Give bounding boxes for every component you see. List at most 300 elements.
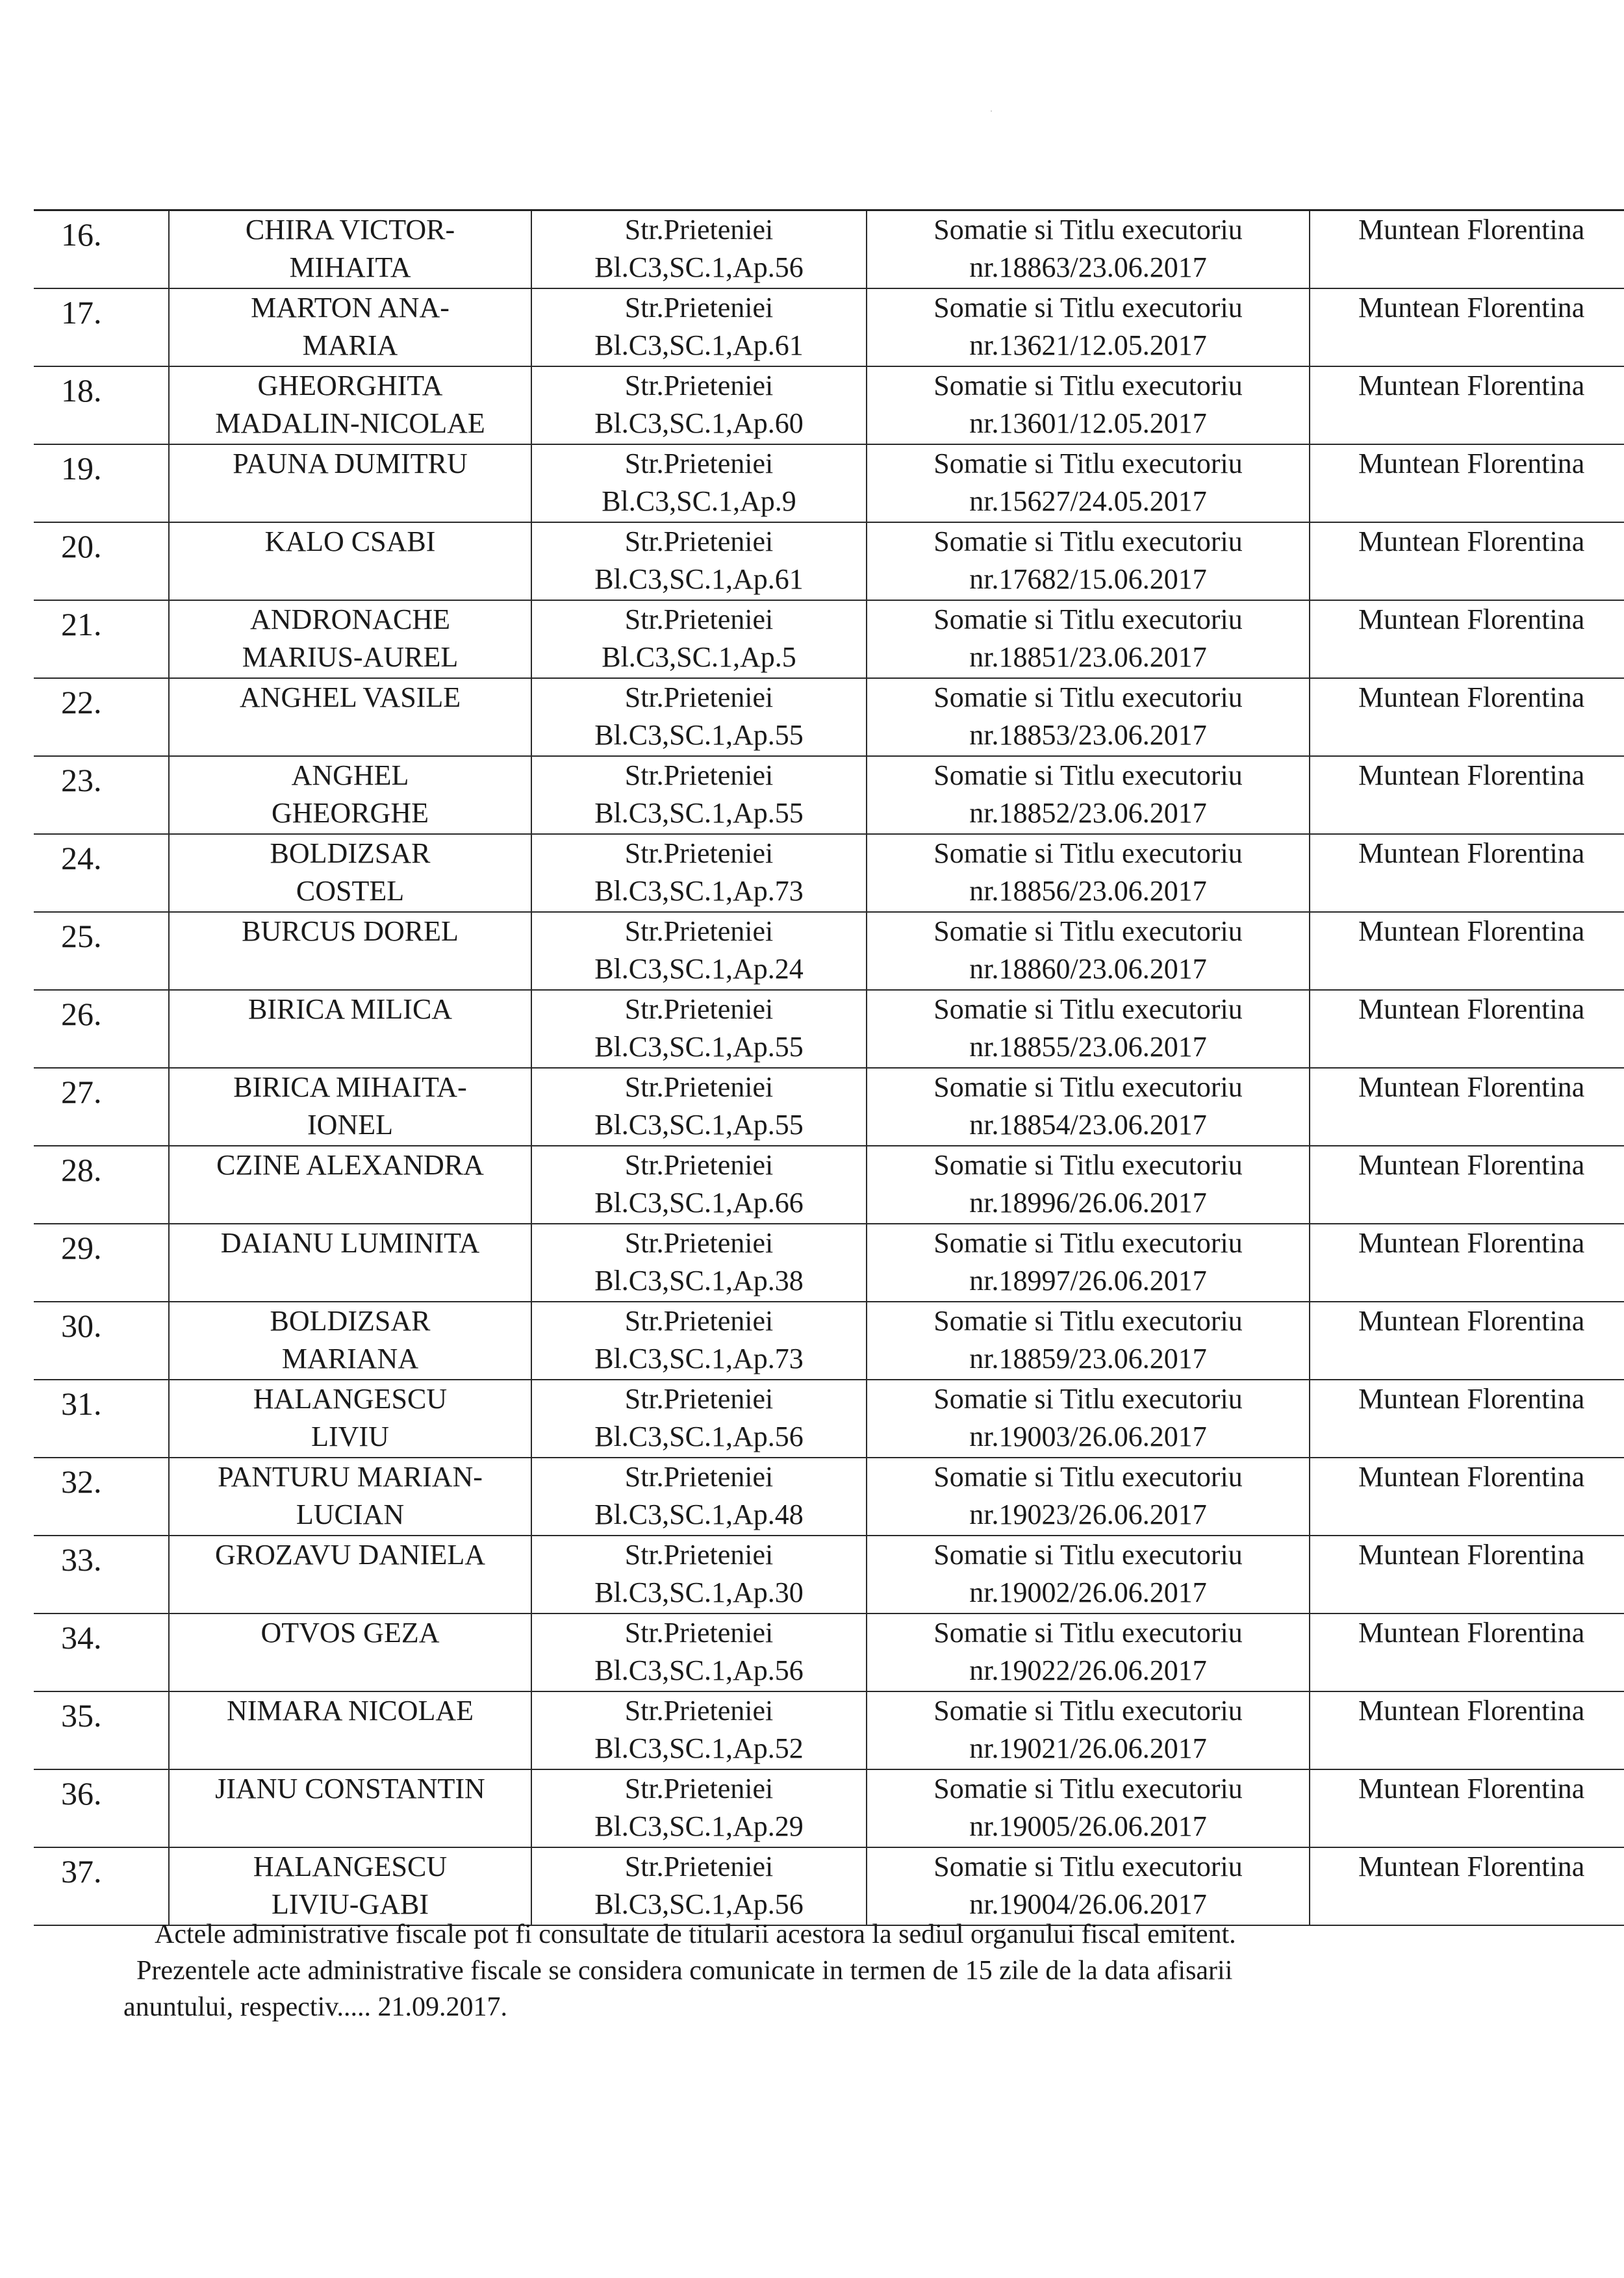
debtor-name-line: LIVIU-GABI [272,1888,429,1920]
address-street: Str.Prieteniei [624,448,774,479]
row-number-cell [34,210,169,289]
address-cell [531,366,867,444]
act-number: nr.19005/26.06.2017 [969,1810,1207,1842]
agent-cell [1310,1847,1624,1925]
address-street: Str.Prieteniei [624,759,774,791]
act-number: nr.19002/26.06.2017 [969,1576,1207,1608]
act-cell [867,756,1310,834]
act-cell [867,444,1310,522]
agent-name: Muntean Florentina [1358,1227,1585,1259]
address-street: Str.Prieteniei [624,292,774,323]
notice-table [34,209,1624,1926]
agent-cell [1310,1224,1624,1302]
act-cell [867,1847,1310,1925]
debtor-name-cell [169,522,531,600]
agent-name: Muntean Florentina [1358,1071,1585,1103]
row-number-cell [34,522,169,600]
debtor-name-line: HALANGESCU [253,1851,448,1882]
debtor-name-line: MARIUS-AUREL [242,641,459,673]
address-cell [531,834,867,912]
act-type: Somatie si Titlu executoriu [933,1617,1243,1649]
row-number: 28. [61,1152,102,1188]
table-row [34,990,1624,1068]
agent-cell [1310,210,1624,289]
debtor-name-cell [169,1769,531,1847]
address-cell [531,288,867,366]
agent-cell [1310,1536,1624,1614]
act-type: Somatie si Titlu executoriu [933,1539,1243,1571]
debtor-name-line: OTVOS GEZA [260,1617,440,1649]
address-street: Str.Prieteniei [624,214,774,246]
footer-line-date: anuntului, respectiv..... 21.09.2017. [123,1992,508,2022]
table-row [34,1380,1624,1458]
debtor-name-line: LIVIU [311,1421,389,1452]
address-cell [531,756,867,834]
row-number-cell [34,756,169,834]
table-row [34,1146,1624,1224]
row-number: 32. [61,1463,102,1500]
row-number-cell [34,1691,169,1769]
debtor-name-line: BIRICA MIHAITA- [233,1071,467,1103]
act-number: nr.13601/12.05.2017 [969,407,1207,439]
address-cell [531,1302,867,1380]
act-number: nr.18863/23.06.2017 [969,251,1207,283]
act-type: Somatie si Titlu executoriu [933,681,1243,713]
act-type: Somatie si Titlu executoriu [933,1305,1243,1337]
debtor-name-cell [169,1536,531,1614]
table-row [34,678,1624,756]
act-cell [867,990,1310,1068]
row-number-cell [34,678,169,756]
address-cell [531,522,867,600]
address-street: Str.Prieteniei [624,1773,774,1804]
act-type: Somatie si Titlu executoriu [933,1383,1243,1415]
agent-name: Muntean Florentina [1358,214,1585,246]
debtor-name-line: BIRICA MILICA [247,993,453,1025]
address-cell [531,1847,867,1925]
agent-cell [1310,1691,1624,1769]
row-number: 37. [61,1853,102,1890]
address-cell [531,990,867,1068]
address-cell [531,1146,867,1224]
agent-name: Muntean Florentina [1358,1695,1585,1727]
act-type: Somatie si Titlu executoriu [933,1773,1243,1804]
address-street: Str.Prieteniei [624,1539,774,1571]
debtor-name-cell [169,756,531,834]
row-number-cell [34,1847,169,1925]
address-street: Str.Prieteniei [624,837,774,869]
address-block: Bl.C3,SC.1,Ap.56 [594,1421,804,1452]
table-row [34,834,1624,912]
act-number: nr.18851/23.06.2017 [969,641,1207,673]
act-type: Somatie si Titlu executoriu [933,370,1243,401]
address-block: Bl.C3,SC.1,Ap.55 [594,719,804,751]
debtor-name-line: MADALIN-NICOLAE [215,407,485,439]
act-type: Somatie si Titlu executoriu [933,525,1243,557]
row-number: 17. [61,294,102,331]
address-street: Str.Prieteniei [624,1851,774,1882]
act-cell [867,678,1310,756]
scan-speck [991,110,992,112]
agent-cell [1310,600,1624,678]
address-cell [531,210,867,289]
act-cell [867,1458,1310,1536]
address-street: Str.Prieteniei [624,915,774,947]
table-row [34,1847,1624,1925]
address-street: Str.Prieteniei [624,1071,774,1103]
address-block: Bl.C3,SC.1,Ap.56 [594,1654,804,1686]
table-row [34,1302,1624,1380]
debtor-name-cell [169,1458,531,1536]
act-cell [867,1224,1310,1302]
address-block: Bl.C3,SC.1,Ap.30 [594,1576,804,1608]
address-cell [531,1769,867,1847]
agent-cell [1310,288,1624,366]
row-number-cell [34,1380,169,1458]
address-street: Str.Prieteniei [624,1227,774,1259]
agent-cell [1310,1769,1624,1847]
address-cell [531,1614,867,1691]
debtor-name-line: CHIRA VICTOR- [245,214,455,246]
address-block: Bl.C3,SC.1,Ap.38 [594,1265,804,1297]
agent-name: Muntean Florentina [1358,1617,1585,1649]
row-number: 19. [61,450,102,487]
row-number-cell [34,834,169,912]
row-number: 21. [61,606,102,642]
address-block: Bl.C3,SC.1,Ap.55 [594,1109,804,1141]
debtor-name-line: BOLDIZSAR [270,837,431,869]
act-cell [867,1302,1310,1380]
act-number: nr.18856/23.06.2017 [969,875,1207,907]
row-number: 16. [61,216,102,253]
agent-name: Muntean Florentina [1358,1773,1585,1804]
row-number: 33. [61,1541,102,1578]
act-type: Somatie si Titlu executoriu [933,759,1243,791]
debtor-name-cell [169,1068,531,1146]
debtor-name-cell [169,210,531,289]
row-number: 30. [61,1308,102,1344]
row-number-cell [34,288,169,366]
debtor-name-line: JIANU CONSTANTIN [215,1773,485,1804]
notice-table-body [34,210,1624,1926]
debtor-name-cell [169,1614,531,1691]
row-number: 27. [61,1074,102,1110]
debtor-name-line: MIHAITA [289,251,411,283]
agent-cell [1310,912,1624,990]
debtor-name-line: LUCIAN [296,1499,405,1530]
agent-name: Muntean Florentina [1358,1461,1585,1493]
act-type: Somatie si Titlu executoriu [933,837,1243,869]
act-number: nr.18860/23.06.2017 [969,953,1207,985]
act-cell [867,1536,1310,1614]
debtor-name-cell [169,288,531,366]
address-street: Str.Prieteniei [624,1305,774,1337]
act-number: nr.18853/23.06.2017 [969,719,1207,751]
debtor-name-cell [169,990,531,1068]
address-block: Bl.C3,SC.1,Ap.73 [594,875,804,907]
table-row [34,288,1624,366]
address-block: Bl.C3,SC.1,Ap.55 [594,1031,804,1063]
agent-name: Muntean Florentina [1358,1383,1585,1415]
address-cell [531,444,867,522]
debtor-name-cell [169,366,531,444]
row-number-cell [34,444,169,522]
address-street: Str.Prieteniei [624,1149,774,1181]
agent-name: Muntean Florentina [1358,448,1585,479]
row-number-cell [34,912,169,990]
debtor-name-line: PANTURU MARIAN- [218,1461,483,1493]
debtor-name-line: NIMARA NICOLAE [226,1695,474,1727]
address-cell [531,600,867,678]
debtor-name-line: BOLDIZSAR [270,1305,431,1337]
debtor-name-cell [169,1224,531,1302]
act-number: nr.19022/26.06.2017 [969,1654,1207,1686]
address-street: Str.Prieteniei [624,370,774,401]
agent-name: Muntean Florentina [1358,759,1585,791]
act-type: Somatie si Titlu executoriu [933,448,1243,479]
address-block: Bl.C3,SC.1,Ap.66 [594,1187,804,1219]
agent-cell [1310,366,1624,444]
row-number: 35. [61,1697,102,1734]
address-cell [531,1380,867,1458]
act-type: Somatie si Titlu executoriu [933,1071,1243,1103]
row-number-cell [34,1614,169,1691]
address-block: Bl.C3,SC.1,Ap.24 [594,953,804,985]
agent-name: Muntean Florentina [1358,1149,1585,1181]
debtor-name-line: MARIA [302,329,398,361]
debtor-name-line: HALANGESCU [253,1383,448,1415]
row-number: 31. [61,1386,102,1422]
address-block: Bl.C3,SC.1,Ap.73 [594,1343,804,1374]
debtor-name-cell [169,1302,531,1380]
act-type: Somatie si Titlu executoriu [933,993,1243,1025]
debtor-name-line: GHEORGHE [272,797,429,829]
row-number: 26. [61,996,102,1032]
agent-name: Muntean Florentina [1358,292,1585,323]
act-type: Somatie si Titlu executoriu [933,1695,1243,1727]
table-row [34,1536,1624,1614]
act-number: nr.18996/26.06.2017 [969,1187,1207,1219]
act-number: nr.13621/12.05.2017 [969,329,1207,361]
address-cell [531,1691,867,1769]
address-block: Bl.C3,SC.1,Ap.61 [594,563,804,595]
address-block: Bl.C3,SC.1,Ap.5 [602,641,796,673]
debtor-name-cell [169,1146,531,1224]
act-number: nr.18997/26.06.2017 [969,1265,1207,1297]
row-number-cell [34,1224,169,1302]
address-street: Str.Prieteniei [624,525,774,557]
address-block: Bl.C3,SC.1,Ap.56 [594,1888,804,1920]
debtor-name-line: ANDRONACHE [250,603,450,635]
address-block: Bl.C3,SC.1,Ap.56 [594,251,804,283]
address-cell [531,1224,867,1302]
table-row [34,1068,1624,1146]
debtor-name-line: ANGHEL VASILE [239,681,461,713]
table-row [34,522,1624,600]
row-number-cell [34,1769,169,1847]
act-type: Somatie si Titlu executoriu [933,214,1243,246]
address-street: Str.Prieteniei [624,993,774,1025]
debtor-name-line: ANGHEL [291,759,409,791]
act-cell [867,1146,1310,1224]
agent-cell [1310,1068,1624,1146]
agent-name: Muntean Florentina [1358,1539,1585,1571]
row-number-cell [34,1146,169,1224]
act-number: nr.19003/26.06.2017 [969,1421,1207,1452]
debtor-name-line: DAIANU LUMINITA [220,1227,480,1259]
act-cell [867,834,1310,912]
agent-name: Muntean Florentina [1358,1851,1585,1882]
row-number: 25. [61,918,102,954]
act-type: Somatie si Titlu executoriu [933,1149,1243,1181]
debtor-name-cell [169,444,531,522]
agent-cell [1310,1458,1624,1536]
act-number: nr.18854/23.06.2017 [969,1109,1207,1141]
address-cell [531,1536,867,1614]
act-number: nr.18855/23.06.2017 [969,1031,1207,1063]
table-row [34,1224,1624,1302]
row-number: 22. [61,684,102,720]
table-row [34,444,1624,522]
debtor-name-cell [169,1380,531,1458]
table-row [34,756,1624,834]
agent-cell [1310,834,1624,912]
debtor-name-line: KALO CSABI [264,525,436,557]
act-cell [867,1691,1310,1769]
act-cell [867,1068,1310,1146]
row-number-cell [34,1458,169,1536]
address-block: Bl.C3,SC.1,Ap.29 [594,1810,804,1842]
address-block: Bl.C3,SC.1,Ap.61 [594,329,804,361]
row-number: 18. [61,372,102,409]
footer-line-communication: Prezentele acte administrative fiscale se considera comunicate in termen de 15 zile de la data afisarii [136,1956,1233,1986]
debtor-name-line: MARTON ANA- [251,292,450,323]
act-number: nr.18859/23.06.2017 [969,1343,1207,1374]
act-number: nr.19023/26.06.2017 [969,1499,1207,1530]
act-cell [867,210,1310,289]
debtor-name-line: GHEORGHITA [257,370,443,401]
address-street: Str.Prieteniei [624,603,774,635]
row-number: 23. [61,762,102,798]
row-number-cell [34,990,169,1068]
agent-cell [1310,756,1624,834]
debtor-name-line: PAUNA DUMITRU [233,448,468,479]
agent-cell [1310,1380,1624,1458]
agent-cell [1310,522,1624,600]
act-cell [867,522,1310,600]
act-type: Somatie si Titlu executoriu [933,1227,1243,1259]
address-block: Bl.C3,SC.1,Ap.55 [594,797,804,829]
agent-name: Muntean Florentina [1358,603,1585,635]
address-cell [531,1068,867,1146]
row-number-cell [34,1302,169,1380]
debtor-name-cell [169,912,531,990]
agent-cell [1310,1302,1624,1380]
table-row [34,1769,1624,1847]
agent-name: Muntean Florentina [1358,1305,1585,1337]
debtor-name-cell [169,678,531,756]
debtor-name-line: CZINE ALEXANDRA [216,1149,484,1181]
address-cell [531,912,867,990]
act-type: Somatie si Titlu executoriu [933,1461,1243,1493]
row-number: 24. [61,840,102,876]
agent-cell [1310,1614,1624,1691]
table-row [34,366,1624,444]
row-number: 20. [61,528,102,564]
act-cell [867,1380,1310,1458]
address-street: Str.Prieteniei [624,1617,774,1649]
address-street: Str.Prieteniei [624,1695,774,1727]
notice-table-container [34,209,1611,1920]
debtor-name-cell [169,834,531,912]
table-row [34,1691,1624,1769]
address-street: Str.Prieteniei [624,1461,774,1493]
act-cell [867,288,1310,366]
agent-cell [1310,1146,1624,1224]
agent-name: Muntean Florentina [1358,525,1585,557]
act-type: Somatie si Titlu executoriu [933,1851,1243,1882]
address-block: Bl.C3,SC.1,Ap.52 [594,1732,804,1764]
debtor-name-line: MARIANA [281,1343,419,1374]
act-cell [867,600,1310,678]
debtor-name-cell [169,1691,531,1769]
debtor-name-line: COSTEL [296,875,405,907]
table-row [34,1614,1624,1691]
row-number: 34. [61,1619,102,1656]
act-type: Somatie si Titlu executoriu [933,915,1243,947]
address-cell [531,1458,867,1536]
notice-footer [123,1916,1566,2025]
footer-line-consultation: Actele administrative fiscale pot fi consultate de titularii acestora la sediul organului fiscal emitent. [155,1919,1236,1949]
agent-cell [1310,678,1624,756]
table-row [34,600,1624,678]
act-type: Somatie si Titlu executoriu [933,603,1243,635]
row-number-cell [34,1068,169,1146]
row-number: 29. [61,1230,102,1266]
agent-cell [1310,990,1624,1068]
table-row [34,210,1624,289]
row-number-cell [34,1536,169,1614]
address-block: Bl.C3,SC.1,Ap.48 [594,1499,804,1530]
agent-name: Muntean Florentina [1358,915,1585,947]
address-block: Bl.C3,SC.1,Ap.9 [602,485,796,517]
act-number: nr.19021/26.06.2017 [969,1732,1207,1764]
agent-name: Muntean Florentina [1358,837,1585,869]
debtor-name-line: BURCUS DOREL [242,915,459,947]
act-cell [867,1769,1310,1847]
agent-name: Muntean Florentina [1358,993,1585,1025]
table-row [34,1458,1624,1536]
address-cell [531,678,867,756]
act-cell [867,366,1310,444]
act-cell [867,1614,1310,1691]
row-number-cell [34,600,169,678]
address-block: Bl.C3,SC.1,Ap.60 [594,407,804,439]
agent-cell [1310,444,1624,522]
agent-name: Muntean Florentina [1358,681,1585,713]
address-street: Str.Prieteniei [624,1383,774,1415]
debtor-name-line: GROZAVU DANIELA [215,1539,485,1571]
address-street: Str.Prieteniei [624,681,774,713]
debtor-name-cell [169,1847,531,1925]
table-row [34,912,1624,990]
act-number: nr.15627/24.05.2017 [969,485,1207,517]
row-number: 36. [61,1775,102,1812]
act-number: nr.17682/15.06.2017 [969,563,1207,595]
debtor-name-line: IONEL [307,1109,393,1141]
debtor-name-cell [169,600,531,678]
act-cell [867,912,1310,990]
